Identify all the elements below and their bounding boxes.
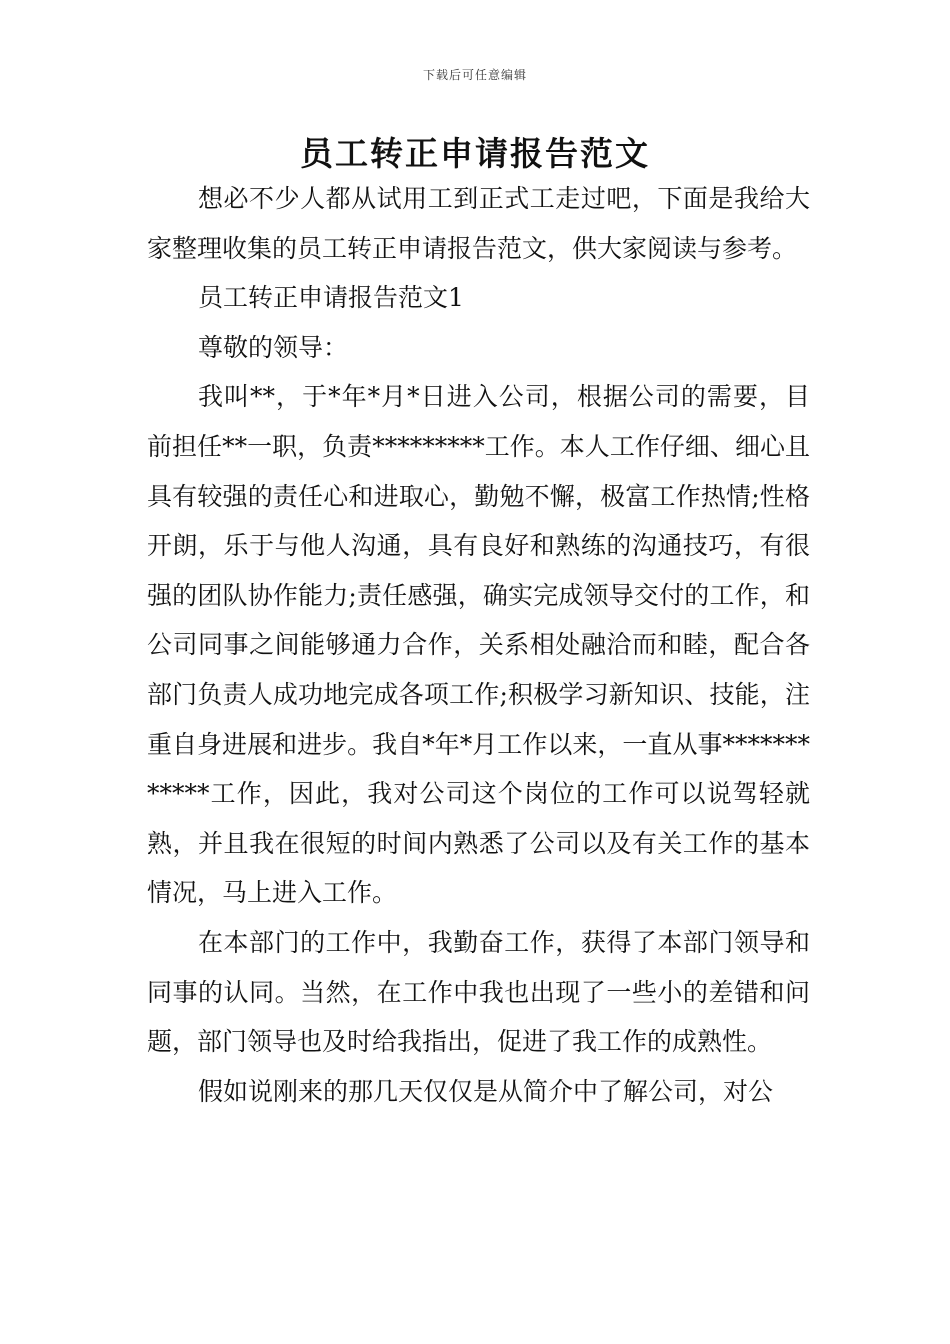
paragraph-department-work: 在本部门的工作中，我勤奋工作，获得了本部门领导和同事的认同。当然，在工作中我也出现了一些小的差错和问题，部门领导也及时给我指出，促进了我工作的成熟性。 bbox=[147, 927, 810, 1057]
document-body bbox=[147, 174, 810, 1116]
paragraph-section-heading: 员工转正申请报告范文1 bbox=[198, 283, 464, 313]
paragraph-continued: 假如说刚来的那几天仅仅是从简介中了解公司，对公 bbox=[198, 1076, 774, 1106]
paragraph-self-introduction: 我叫**，于*年*月*日进入公司，根据公司的需要，目前担任**一职，负责*********工作。本人工作仔细、细心且具有较强的责任心和进取心，勤勉不懈，极富工作热情;性格开朗，乐于与他人沟通，具有良好和熟练的沟通技巧，有很强的团队协作能力;责任感强，确实完成领导交付的工作，和公司同事之间能够通力合作，关系相处融洽而和睦，配合各部门负责人成功地完成各项工作;积极学习新知识、技能，注重自身进展和进步。我自*年*月工作以来，一直从事************工作，因此，我对公司这个岗位的工作可以说驾轻就熟，并且我在很短的时间内熟悉了公司以及有关工作的基本情况，马上进入工作。 bbox=[147, 382, 810, 908]
paragraph-intro: 想必不少人都从试用工到正式工走过吧，下面是我给大家整理收集的员工转正申请报告范文，供大家阅读与参考。 bbox=[147, 184, 810, 263]
document-title: 员工转正申请报告范文 bbox=[300, 134, 650, 173]
header-note: 下载后可任意编辑 bbox=[422, 68, 527, 82]
paragraph-salutation: 尊敬的领导： bbox=[198, 332, 349, 362]
